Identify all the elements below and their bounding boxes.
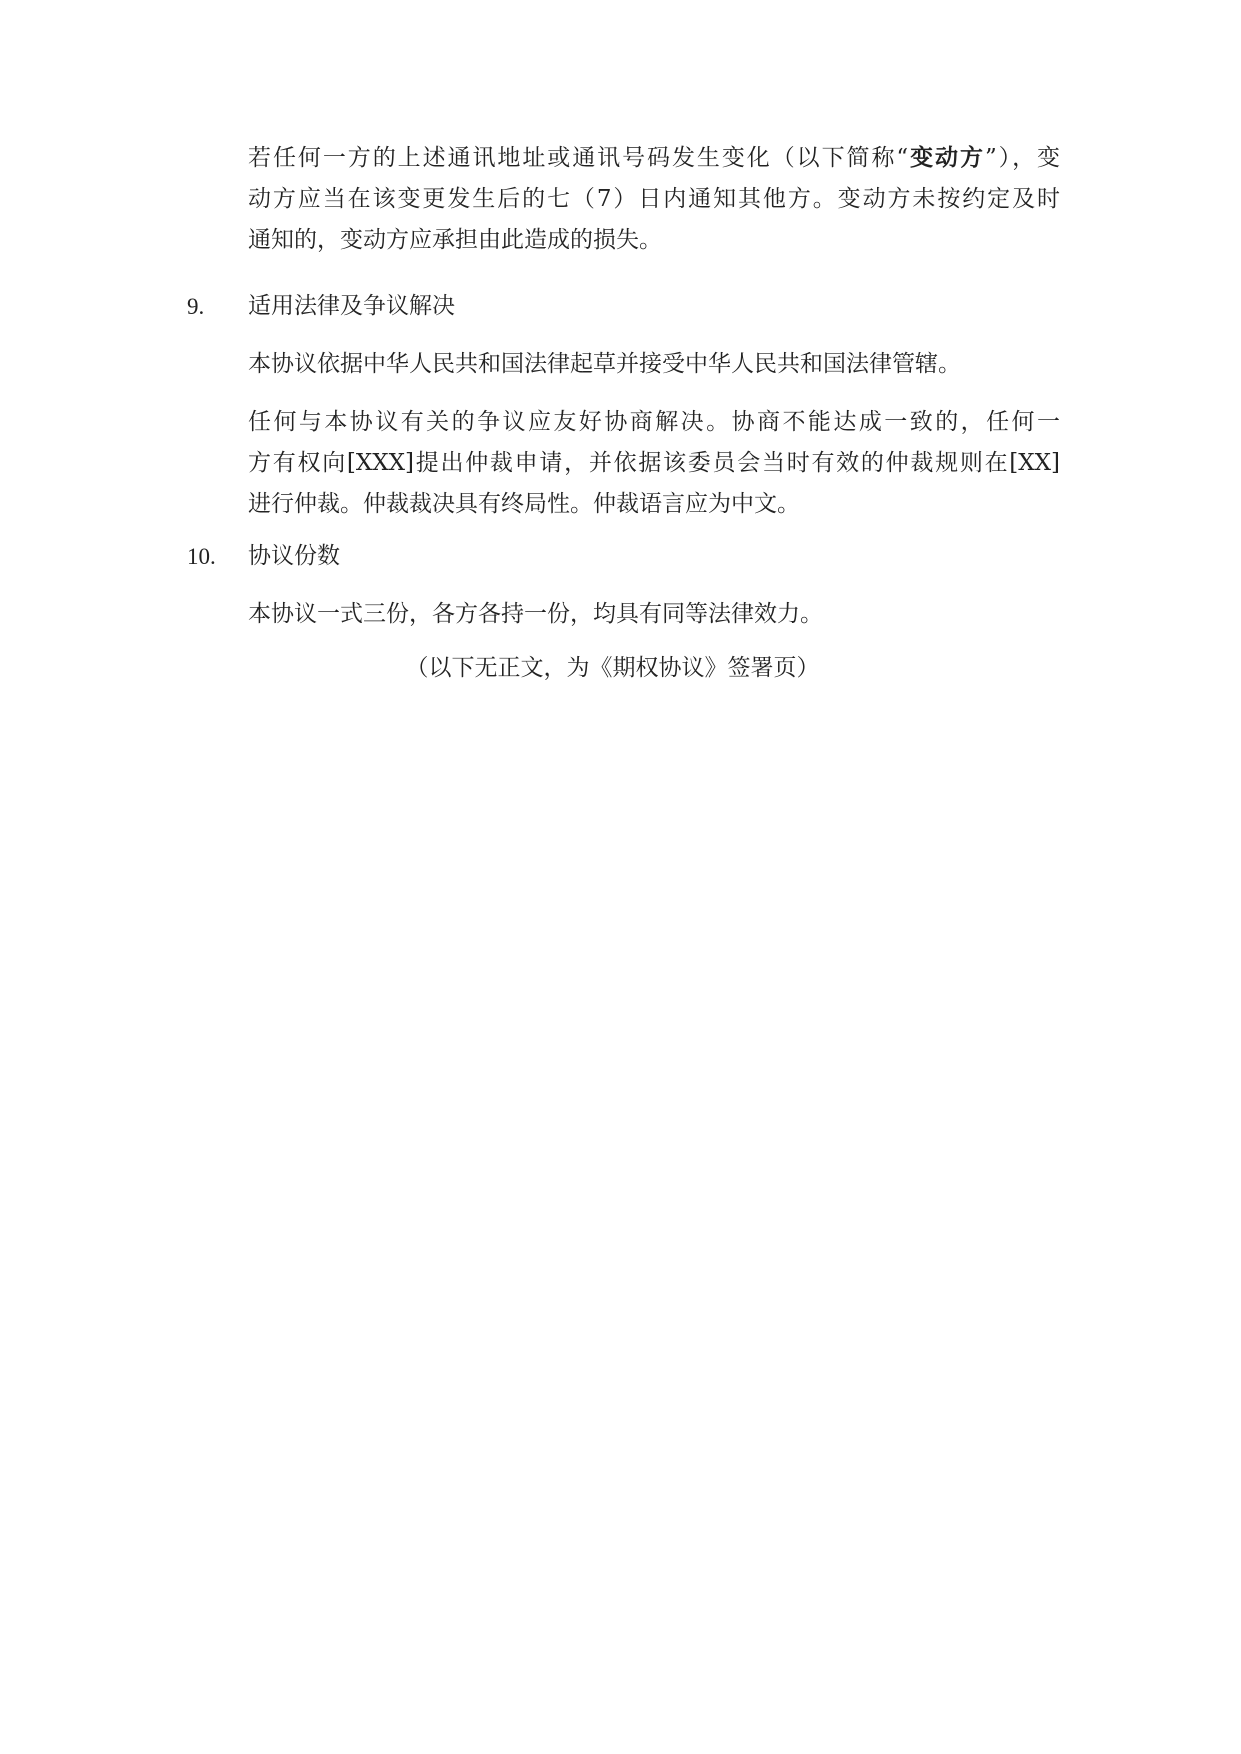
paragraph-line: 本协议依据中华人民共和国法律起草并接受中华人民共和国法律管辖。 [248, 351, 961, 377]
text-run: 若任何一方的上述通讯地址或通讯号码发生变化（以下简称“ [248, 145, 909, 171]
section-10-heading: 协议份数 [248, 543, 340, 569]
section-9-paragraph-1 [248, 344, 1060, 385]
paragraph-line: 通知的，变动方应承担由此造成的损失。 [248, 227, 662, 253]
section-9-heading: 适用法律及争议解决 [248, 293, 455, 319]
paragraph-line: 方有权向[XXX]提出仲裁申请，并依据该委员会当时有效的仲裁规则在[XX] [248, 450, 1060, 476]
paragraph-line: 进行仲裁。仲裁裁决具有终局性。仲裁语言应为中文。 [248, 491, 800, 517]
paragraph-line: 本协议一式三份，各方各持一份，均具有同等法律效力。 [248, 601, 823, 627]
section-10-paragraph-1 [248, 594, 1060, 635]
paragraph-line: 动方应当在该变更发生后的七（7）日内通知其他方。变动方未按约定及时 [248, 186, 1060, 212]
section-9-number: 9. [187, 294, 205, 319]
section-10-number: 10. [187, 544, 216, 569]
text-run: ”），变 [984, 145, 1061, 171]
closing-note-text: （以下无正文，为《期权协议》签署页） [405, 655, 820, 681]
paragraph-line [248, 137, 1060, 179]
paragraph-line: 任何与本协议有关的争议应友好协商解决。协商不能达成一致的，任何一 [248, 409, 1060, 435]
paragraph-change-notice [248, 137, 1060, 261]
closing-note [0, 648, 1241, 689]
defined-term: 变动方 [908, 144, 985, 171]
section-9-paragraph-2 [248, 402, 1060, 525]
